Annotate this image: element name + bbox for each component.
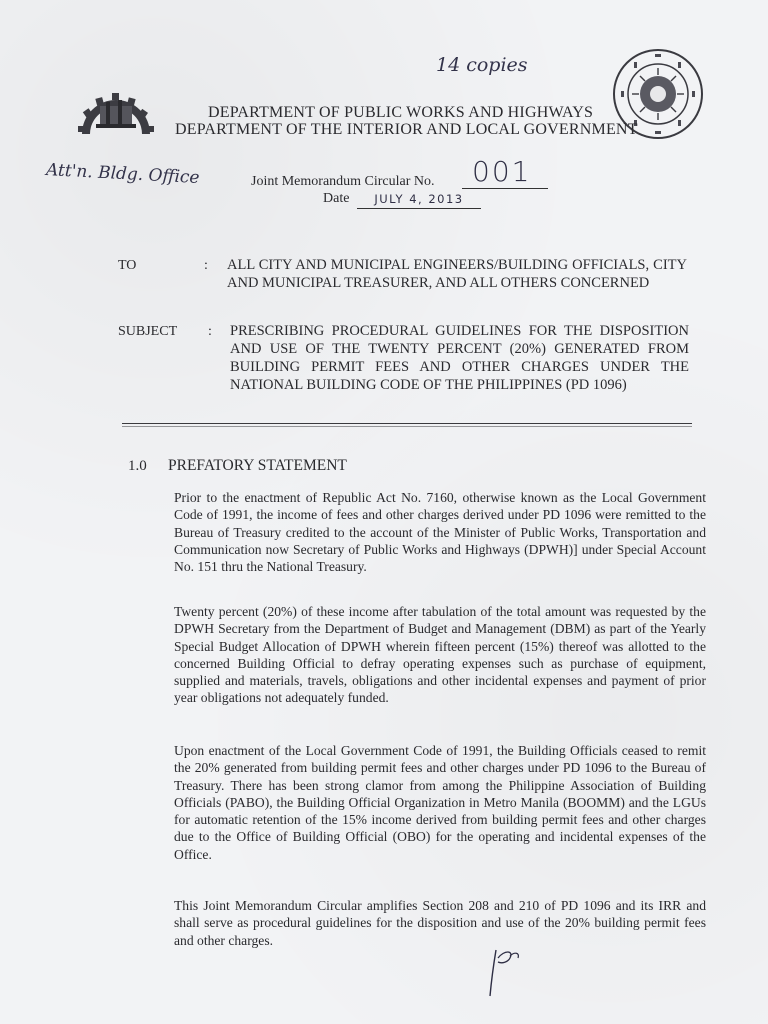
section-divider	[122, 423, 692, 424]
department-heading-dilg: DEPARTMENT OF THE INTERIOR AND LOCAL GOVERNMENT	[175, 121, 638, 138]
date-value: JULY 4, 2013	[374, 192, 464, 206]
subject-text: PRESCRIBING PROCEDURAL GUIDELINES FOR THE DISPOSITION AND USE OF THE TWENTY PERCENT (20%) GENERATED FROM BUILDING PERMIT FEES AND OTHER CHARGES UNDER THE NATIONAL BUILDING CODE OF THE PHILIPPINES (PD 1096)	[230, 323, 689, 393]
date-label: Date	[323, 191, 350, 206]
dpwh-gear-logo	[72, 76, 160, 142]
section-divider-shadow	[122, 426, 692, 427]
to-label: TO	[118, 258, 137, 273]
date-field	[357, 190, 481, 209]
circular-number-label: Joint Memorandum Circular No.	[251, 174, 435, 189]
to-separator: :	[204, 258, 208, 273]
paragraph-2: Twenty percent (20%) of these income after tabulation of the total amount was requested by the DPWH Secretary from the Department of Budget and Management (DBM) as part of the Yearly Special Budget Allocation of DPWH wherein fifteen percent (15%) thereof was allotted to the concerned Building Official to defray operating expenses such as purchase of equipment, supplied and materials, travels, obligations and other incidental expenses and payment of prior year obligations not adequately funded.	[174, 604, 706, 706]
initials-signature	[480, 944, 526, 1000]
department-heading-dpwh: DEPARTMENT OF PUBLIC WORKS AND HIGHWAYS	[208, 104, 594, 121]
handwritten-copies-note: 14 copies	[436, 54, 528, 76]
handwritten-attention-note: Att'n. Bldg. Office	[45, 159, 200, 189]
paragraph-4: This Joint Memorandum Circular amplifies Section 208 and 210 of PD 1096 and its IRR and shall serve as procedural guidelines for the disposition and use of the 20% building permit fees and other charges.	[174, 898, 706, 948]
circular-number-value: 001	[472, 155, 532, 188]
section-title: PREFATORY STATEMENT	[168, 457, 347, 474]
paragraph-1: Prior to the enactment of Republic Act No. 7160, otherwise known as the Local Government Code of 1991, the income of fees and other charges derived under PD 1096 were remitted to the Bureau of Treasury credited to the account of the Minister of Public Works, Transportation and Communication now Secretary of Public Works and Highways (DPWH)] under Special Account No. 151 thru the National Treasury.	[174, 490, 706, 575]
to-recipients: ALL CITY AND MUNICIPAL ENGINEERS/BUILDING OFFICIALS, CITY AND MUNICIPAL TREASURER, AND ALL OTHERS CONCERNED	[227, 257, 687, 291]
paragraph-3: Upon enactment of the Local Government Code of 1991, the Building Officials ceased to remit the 20% generated from building permit fees and other charges under PD 1096 to the Bureau of Treasury. There has been strong clamor from among the Philippine Association of Building Officials (PABO), the Building Official Organization in Metro Manila (BOOMM) and the LGUs for automatic retention of the 15% income derived from building permit fees and other charges due to the Office of Building Official (OBO) for the operating and incidental expenses of the Office.	[174, 743, 706, 862]
subject-separator: :	[208, 324, 212, 339]
section-number: 1.0	[128, 458, 147, 474]
subject-label: SUBJECT	[118, 324, 178, 339]
circular-number-field	[462, 155, 548, 189]
